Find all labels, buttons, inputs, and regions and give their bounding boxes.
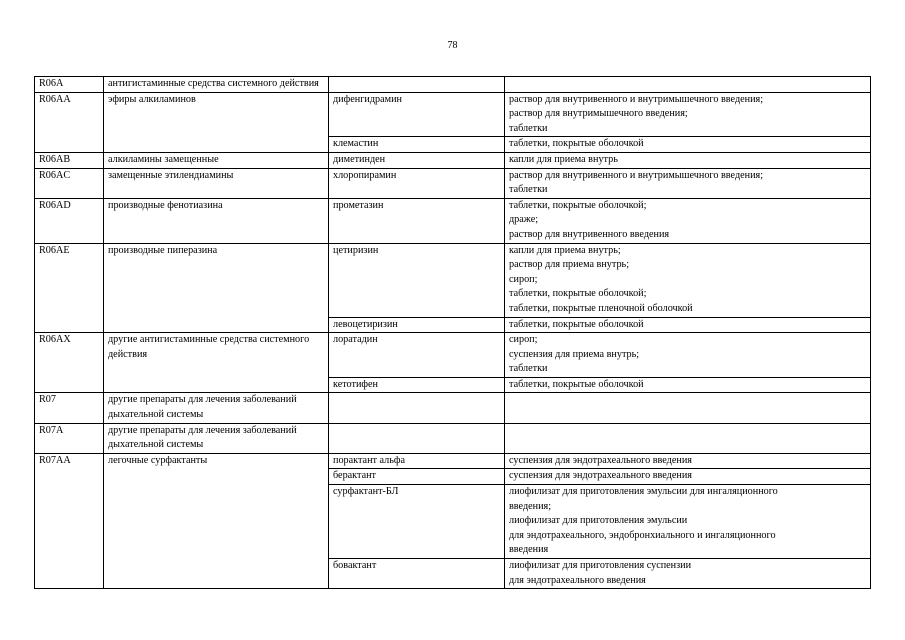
dosage-form-line: таблетки, покрытые оболочкой; <box>509 288 647 300</box>
table-row <box>35 77 871 93</box>
drug-name-cell <box>329 423 505 453</box>
group-name-cell: легочные сурфактанты <box>104 453 329 588</box>
dosage-form-line: таблетки <box>509 122 548 134</box>
drug-name-cell: хлоропирамин <box>329 168 505 198</box>
drug-name-cell <box>329 393 505 423</box>
dosage-form-line: капли для приема внутрь <box>509 153 618 165</box>
dosage-forms-cell <box>505 152 871 168</box>
dosage-form-line: таблетки, покрытые пленочной оболочкой <box>509 302 693 314</box>
group-name-cell: антигистаминные средства системного действия <box>104 77 329 93</box>
drug-table <box>34 76 871 589</box>
drug-name-cell: бовактант <box>329 559 505 589</box>
dosage-form-line: введения <box>509 544 549 556</box>
atc-code-cell: R06A <box>35 77 104 93</box>
dosage-forms-cell <box>505 423 871 453</box>
drug-name-cell <box>329 77 505 93</box>
dosage-form-line: сироп; <box>509 334 538 346</box>
group-name-cell: другие препараты для лечения заболеваний дыхательной системы <box>104 393 329 423</box>
dosage-forms-cell <box>505 559 871 589</box>
group-name-cell: производные пиперазина <box>104 243 329 333</box>
dosage-form-line: таблетки, покрытые оболочкой; <box>509 199 647 211</box>
page-number: 78 <box>447 40 458 51</box>
dosage-forms-cell <box>505 317 871 333</box>
drug-name-cell: цетиризин <box>329 243 505 317</box>
dosage-forms-cell <box>505 377 871 393</box>
dosage-form-line: суспензия для эндотрахеального введения <box>509 470 692 482</box>
dosage-form-line: таблетки, покрытые оболочкой <box>509 318 644 330</box>
drug-name-cell: клемастин <box>329 137 505 153</box>
drug-name-cell: дифенгидрамин <box>329 92 505 137</box>
dosage-form-line: суспензия для приема внутрь; <box>509 348 640 360</box>
dosage-forms-cell <box>505 137 871 153</box>
drug-name-cell: сурфактант-БЛ <box>329 485 505 559</box>
dosage-forms-cell <box>505 77 871 93</box>
drug-name-cell: берактант <box>329 469 505 485</box>
dosage-form-line: для эндотрахеального, эндобронхиального и ингаляционного <box>509 529 776 541</box>
atc-code-cell: R07 <box>35 393 104 423</box>
dosage-forms-cell <box>505 92 871 137</box>
dosage-forms-cell <box>505 333 871 378</box>
drug-name-cell: прометазин <box>329 198 505 243</box>
drug-name-cell: лоратадин <box>329 333 505 378</box>
table-row <box>35 152 871 168</box>
atc-code-cell: R06AE <box>35 243 104 333</box>
dosage-forms-cell <box>505 168 871 198</box>
drug-name-cell: диметинден <box>329 152 505 168</box>
table-row <box>35 92 871 137</box>
dosage-form-line: таблетки, покрытые оболочкой <box>509 378 644 390</box>
atc-code-cell: R06AC <box>35 168 104 198</box>
atc-code-cell: R06AX <box>35 333 104 393</box>
drug-name-cell: порактант альфа <box>329 453 505 469</box>
dosage-form-line: раствор для внутривенного и внутримышечного введения; <box>509 93 764 105</box>
group-name-cell: производные фенотиазина <box>104 198 329 243</box>
atc-code-cell: R06AB <box>35 152 104 168</box>
table-row <box>35 393 871 423</box>
dosage-form-line: для эндотрахеального введения <box>509 574 646 586</box>
atc-code-cell: R07AA <box>35 453 104 588</box>
group-name-cell: другие антигистаминные средства системного действия <box>104 333 329 393</box>
group-name-cell: другие препараты для лечения заболеваний дыхательной системы <box>104 423 329 453</box>
table-row <box>35 333 871 378</box>
drug-name-cell: кетотифен <box>329 377 505 393</box>
dosage-forms-cell <box>505 469 871 485</box>
dosage-forms-cell <box>505 198 871 243</box>
drug-name-cell: левоцетиризин <box>329 317 505 333</box>
atc-code-cell: R06AD <box>35 198 104 243</box>
group-name-cell: эфиры алкиламинов <box>104 92 329 152</box>
dosage-form-line: драже; <box>509 214 539 226</box>
dosage-form-line: лиофилизат для приготовления суспензии <box>509 560 692 571</box>
group-name-cell: алкиламины замещенные <box>104 152 329 168</box>
group-name-cell: замещенные этилендиамины <box>104 168 329 198</box>
table-row <box>35 423 871 453</box>
dosage-form-line: таблетки <box>509 184 548 196</box>
dosage-form-line: раствор для внутримышечного введения; <box>509 108 688 120</box>
dosage-form-line: раствор для внутривенного введения <box>509 228 670 240</box>
dosage-forms-cell <box>505 453 871 469</box>
dosage-form-line: лиофилизат для приготовления эмульсии <box>509 515 688 527</box>
dosage-form-line: таблетки <box>509 363 548 375</box>
dosage-form-line: суспензия для эндотрахеального введения <box>509 454 692 466</box>
dosage-form-line: таблетки, покрытые оболочкой <box>509 138 644 150</box>
dosage-form-line: лиофилизат для приготовления эмульсии для ингаляционного <box>509 486 778 498</box>
table-row <box>35 243 871 317</box>
table-row <box>35 453 871 469</box>
atc-code-cell: R06AA <box>35 92 104 152</box>
dosage-form-line: раствор для приема внутрь; <box>509 259 630 271</box>
table-row <box>35 168 871 198</box>
dosage-form-line: раствор для внутривенного и внутримышечного введения; <box>509 169 764 181</box>
dosage-form-line: капли для приема внутрь; <box>509 244 621 256</box>
dosage-form-line: сироп; <box>509 273 538 285</box>
dosage-forms-cell <box>505 485 871 559</box>
dosage-form-line: введения; <box>509 500 552 512</box>
dosage-forms-cell <box>505 393 871 423</box>
atc-code-cell: R07A <box>35 423 104 453</box>
dosage-forms-cell <box>505 243 871 317</box>
table-row <box>35 198 871 243</box>
